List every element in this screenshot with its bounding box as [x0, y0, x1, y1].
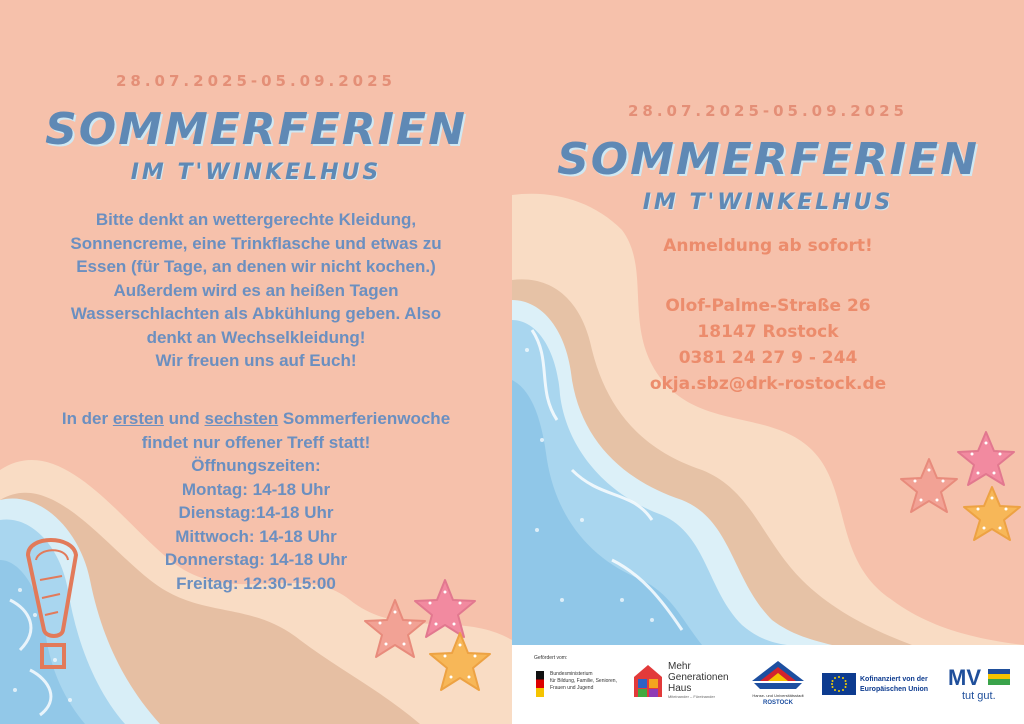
- info-line: Sonnencreme, eine Trinkflasche und etwas zu: [70, 233, 442, 253]
- hours-title: Öffnungszeiten:: [191, 456, 321, 475]
- right-flyer-page: [512, 0, 1024, 724]
- info-line: denkt an Wechselkleidung!: [146, 327, 366, 347]
- info-line: Wasserschlachten als Abkühlung geben. Also: [70, 304, 442, 323]
- note-text: In der: [61, 409, 113, 428]
- eu-line: Kofinanziert von der: [860, 676, 928, 683]
- german-flag-icon: [536, 671, 544, 697]
- address-street: Olof-Palme-Straße 26: [665, 296, 871, 316]
- rostock-ship-icon: [748, 659, 808, 691]
- rostock-subtitle: Hanse- und Universitätsstadt: [752, 693, 804, 698]
- note-sixth-week: sechsten: [204, 409, 279, 428]
- hours-item: Dienstag:14-18 Uhr: [178, 503, 334, 522]
- mv-logo: MV: [948, 665, 981, 690]
- info-text: [10, 208, 502, 373]
- mgh-logo: [668, 661, 729, 700]
- eu-flag-icon: [822, 673, 856, 695]
- ministry-logo: [550, 671, 617, 692]
- info-line: Bitte denkt an wettergerechte Kleidung,: [95, 210, 417, 229]
- mgh-house-icon: [632, 663, 664, 699]
- note-first-week: ersten: [112, 409, 164, 428]
- date-range: 28.07.2025-05.09.2025: [115, 72, 396, 90]
- note-line: findet nur offener Treff statt!: [141, 432, 371, 452]
- address-city: 18147 Rostock: [697, 322, 839, 342]
- mgh-line: Generationen: [668, 672, 729, 683]
- open-meeting-note: [10, 407, 502, 595]
- email-address[interactable]: okja.sbz@drk-rostock.de: [649, 374, 887, 394]
- ministry-line: Frauen und Jugend: [550, 685, 594, 691]
- registration-notice: Anmeldung ab sofort!: [663, 236, 873, 256]
- info-line: Außerdem wird es an heißen Tagen: [113, 280, 399, 300]
- ministry-header: Gefördert vom:: [534, 655, 568, 661]
- info-line: Wir freuen uns auf Euch!: [155, 351, 357, 370]
- mv-slogan: tut gut.: [962, 690, 996, 702]
- sponsor-logo-strip: [512, 645, 1024, 724]
- mgh-line: Haus: [668, 683, 692, 694]
- starfish-icon: [894, 425, 1024, 555]
- mv-flag-icon: [988, 669, 1010, 685]
- hours-item: Montag: 14-18 Uhr: [181, 479, 331, 499]
- page-subtitle: IM T'WINKELHUS: [130, 160, 382, 185]
- hours-item: Donnerstag: 14-18 Uhr: [164, 550, 348, 569]
- eu-stars-icon: [822, 673, 856, 695]
- eu-logo: [860, 675, 928, 695]
- page-title: SOMMERFERIEN: [45, 104, 467, 155]
- page-title: SOMMERFERIEN: [557, 134, 979, 185]
- mgh-slogan: Miteinander – Füreinander: [668, 694, 715, 699]
- ministry-line: für Bildung, Familie, Senioren,: [550, 678, 617, 684]
- hours-item: Freitag: 12:30-15:00: [176, 573, 336, 593]
- mgh-line: Mehr: [668, 661, 691, 672]
- ministry-line: Bundesministerium: [550, 671, 593, 677]
- date-range: 28.07.2025-05.09.2025: [627, 102, 908, 120]
- hours-item: Mittwoch: 14-18 Uhr: [175, 526, 337, 546]
- page-subtitle: IM T'WINKELHUS: [642, 190, 894, 215]
- rostock-logo: ROSTOCK: [763, 700, 793, 706]
- note-text: Sommerferienwoche: [278, 409, 451, 428]
- phone-number: 0381 24 27 9 - 244: [678, 348, 858, 368]
- eu-line: Europäischen Union: [860, 686, 929, 693]
- info-line: Essen (für Tage, an denen wir nicht kochen.): [76, 257, 436, 276]
- address-block: [512, 293, 1024, 397]
- note-text: und: [163, 409, 205, 428]
